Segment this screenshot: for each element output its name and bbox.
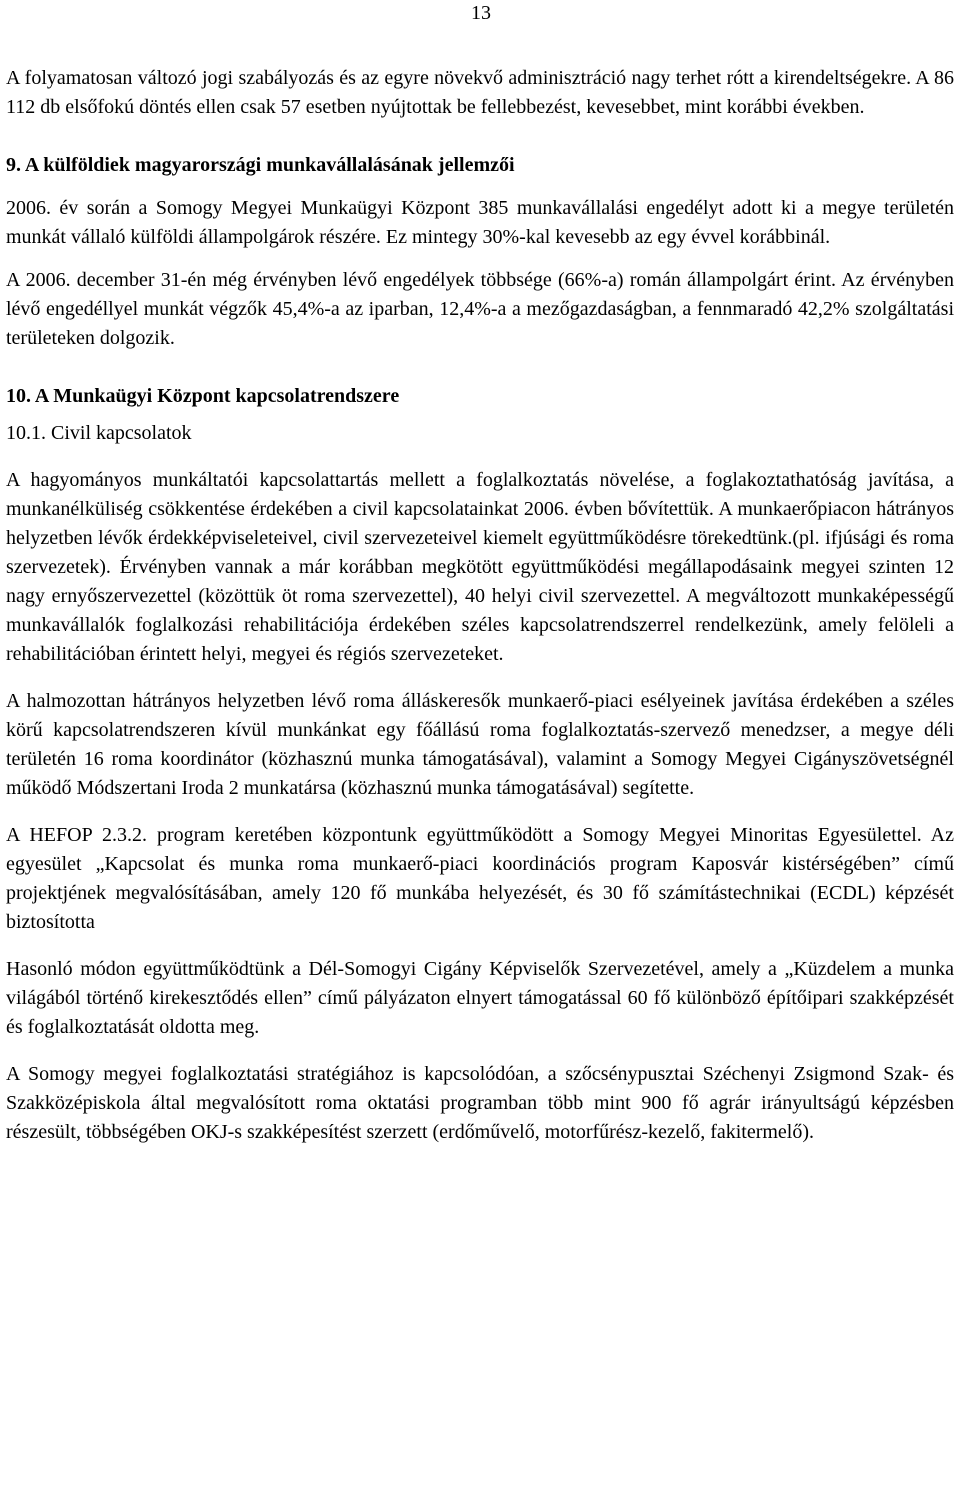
section-10-paragraph-4: Hasonló módon együttműködtünk a Dél-Somogyi Cigány Képviselők Szervezetével, amely a „Küzdelem a munka világából történő kirekesztődés ellen” című pályázaton elnyert támogatással 60 fő különböző építőipari szakképzését és foglalkoztatását oldotta meg. xyxy=(6,958,954,1038)
section-10-paragraph-3: A HEFOP 2.3.2. program keretében központunk együttműködött a Somogy Megyei Minoritas Egyesülettel. Az egyesület „Kapcsolat és munka roma munkaerő-piaci koordinációs program Kaposvár kistérségében” című projektjének megvalósításában, amely 120 fő munkába helyezését, és 30 fő számítástechnikai (ECDL) képzését biztosította xyxy=(6,824,954,933)
section-9-heading: 9. A külföldiek magyarországi munkavállalásának jellemzői xyxy=(6,154,515,176)
page-content xyxy=(6,64,954,1147)
section-9-paragraph-2: A 2006. december 31-én még érvényben lévő engedélyek többsége (66%-a) román állampolgárt érint. Az érvényben lévő engedéllyel munkát végzők 45,4%-a az iparban, 12,4%-a a mezőgazdaságban, a fennmaradó 42,2% szolgáltatási területeken dolgozik. xyxy=(6,269,954,349)
section-10-heading: 10. A Munkaügyi Központ kapcsolatrendszere xyxy=(6,385,400,407)
section-9-paragraph-1: 2006. év során a Somogy Megyei Munkaügyi Központ 385 munkavállalási engedélyt adott ki a megye területén munkát vállaló külföldi állampolgárok részére. Ez mintegy 30%-kal kevesebb az egy évvel korábbinál. xyxy=(6,197,954,248)
section-10-paragraph-2: A halmozottan hátrányos helyzetben lévő roma álláskeresők munkaerő-piaci esélyeinek javítása érdekében a széles körű kapcsolatrendszeren kívül munkánkat egy főállású roma foglalkoztatás-szervező menedzser, a megye déli területén 16 roma koordinátor (közhasznú munka támogatásával), valamint a Somogy Megyei Cigányszövetségnél működő Módszertani Iroda 2 munkatársa (közhasznú munka támogatásával) segítette. xyxy=(6,690,954,799)
section-10-paragraph-5: A Somogy megyei foglalkoztatási stratégiához is kapcsolódóan, a szőcsénypusztai Széchenyi Zsigmond Szak- és Szakközépiskola által megvalósított roma oktatási programban több mint 900 fő agrár irányultságú képzésben részesült, többségében OKJ-s szakképesítést szerzett (erdőművelő, motorfűrész-kezelő, fakitermelő). xyxy=(6,1063,954,1143)
intro-paragraph: A folyamatosan változó jogi szabályozás és az egyre növekvő adminisztráció nagy terhet rótt a kirendeltségekre. A 86 112 db elsőfokú döntés ellen csak 57 esetben nyújtottak be fellebbezést, kevesebbet, mint korábbi években. xyxy=(6,67,954,118)
page-number: 13 xyxy=(471,2,491,24)
section-10-1-subheading: 10.1. Civil kapcsolatok xyxy=(6,422,192,444)
section-10-paragraph-1: A hagyományos munkáltatói kapcsolattartás mellett a foglalkoztatás növelése, a foglakoztathatóság javítása, a munkanélküliség csökkentése érdekében a civil kapcsolatainkat 2006. évben bővítettük. A munkaerőpiacon hátrányos helyzetben lévők érdekképviseleteivel, civil szervezeteivel kiemelt együttműködésre törekedtünk.(pl. ifjúsági és roma szervezetek). Érvényben vannak a már korábban megkötött együttműködési megállapodásaink megyei szinten 12 nagy ernyőszervezettel (közöttük öt roma szervezettel), 40 helyi civil szervezettel. A megváltozott munkaképességű munkavállalók foglalkozási rehabilitációja érdekében széles kapcsolatrendszerrel rendelkezünk, amely felöleli a rehabilitációban érintett helyi, megyei és régiós szervezeteket. xyxy=(6,469,954,665)
